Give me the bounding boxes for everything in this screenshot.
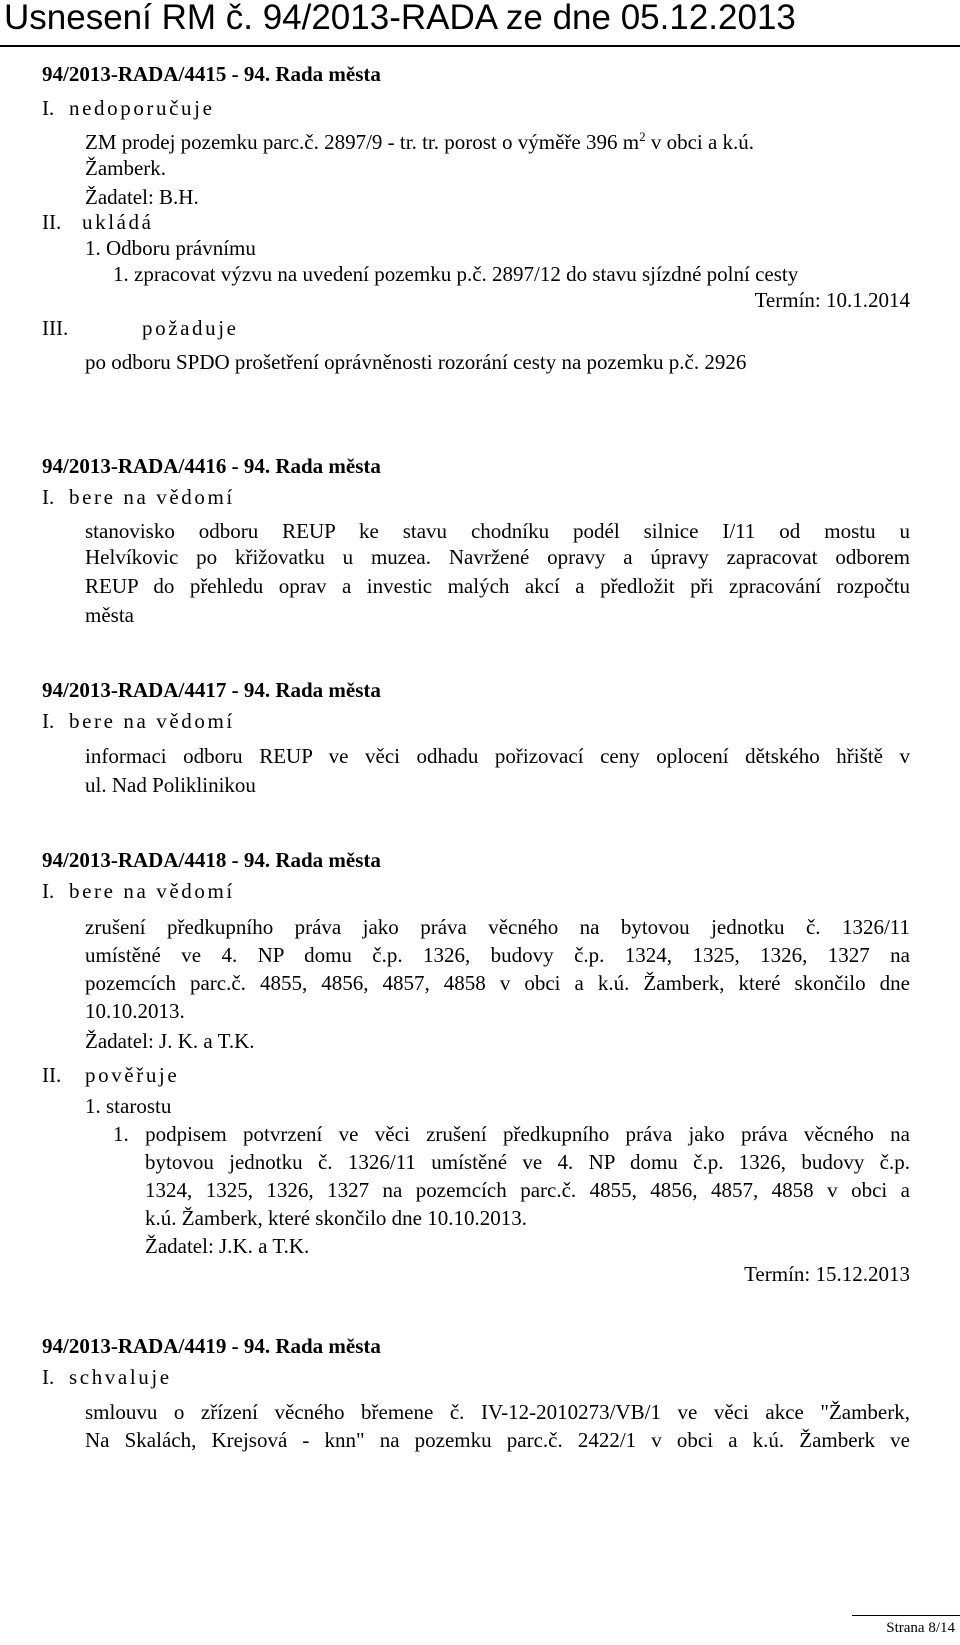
resolution-heading-4417: 94/2013-RADA/4417 - 94. Rada města xyxy=(42,678,381,702)
clause-verb: schvaluje xyxy=(69,1365,172,1389)
clause-text: po odboru SPDO prošetření oprávněnosti rozorání cesty na pozemku p.č. 2926 xyxy=(85,350,747,374)
task: 1324, 1325, 1326, 1327 na pozemcích parc.č. 4855, 4856, 4857, 4858 v obci a xyxy=(145,1178,910,1202)
assignee: 1. starostu xyxy=(85,1094,172,1118)
resolution-heading-4418: 94/2013-RADA/4418 - 94. Rada města xyxy=(42,848,381,872)
clause-text: Helvíkovic po křižovatku u muzea. Navržené opravy a úpravy zapracovat odborem xyxy=(85,545,910,569)
clause-text: zrušení předkupního práva jako práva věcného na bytovou jednotku č. 1326/11 xyxy=(85,915,910,939)
clause-text: informaci odboru REUP ve věci odhadu pořizovací ceny oplocení dětského hřiště v xyxy=(85,744,910,768)
applicant: Žadatel: J. K. a T.K. xyxy=(85,1029,255,1053)
clause-verb: nedoporučuje xyxy=(69,96,215,120)
task: bytovou jednotku č. 1326/11 umístěné ve 4. NP domu č.p. 1326, budovy č.p. xyxy=(145,1150,910,1174)
deadline: Termín: 15.12.2013 xyxy=(744,1262,910,1286)
clause-number: II. xyxy=(42,210,62,234)
applicant: Žadatel: J.K. a T.K. xyxy=(145,1234,310,1258)
resolution-heading-4416: 94/2013-RADA/4416 - 94. Rada města xyxy=(42,454,381,478)
footer-divider xyxy=(852,1615,960,1616)
clause-verb: požaduje xyxy=(142,316,239,340)
clause-text: REUP do přehledu oprav a investic malých akcí a předložit při zpracování rozpočtu xyxy=(85,574,910,598)
clause-text: Žamberk. xyxy=(85,156,167,180)
header-divider xyxy=(0,45,960,47)
page-title: Usnesení RM č. 94/2013-RADA ze dne 05.12.2013 xyxy=(4,0,796,37)
clause-number: I. xyxy=(42,879,55,903)
clause-number: I. xyxy=(42,96,55,120)
clause-text: umístěné ve 4. NP domu č.p. 1326, budovy č.p. 1324, 1325, 1326, 1327 na xyxy=(85,943,910,967)
clause-number: I. xyxy=(42,1365,55,1389)
applicant: Žadatel: B.H. xyxy=(85,185,199,209)
clause-text: 10.10.2013. xyxy=(85,999,185,1023)
deadline: Termín: 10.1.2014 xyxy=(754,288,910,312)
clause-text: smlouvu o zřízení věcného břemene č. IV-12-2010273/VB/1 ve věci akce "Žamberk, xyxy=(85,1400,910,1424)
task: 1. podpisem potvrzení ve věci zrušení předkupního práva jako práva věcného na xyxy=(113,1122,910,1146)
clause-verb: bere na vědomí xyxy=(69,485,235,509)
clause-verb: bere na vědomí xyxy=(69,709,235,733)
task: k.ú. Žamberk, které skončilo dne 10.10.2013. xyxy=(145,1206,527,1230)
clause-verb: ukládá xyxy=(82,210,154,234)
clause-text: ul. Nad Poliklinikou xyxy=(85,773,256,797)
clause-verb: bere na vědomí xyxy=(69,879,235,903)
clause-verb: pověřuje xyxy=(85,1063,180,1087)
clause-text: pozemcích parc.č. 4855, 4856, 4857, 4858 v obci a k.ú. Žamberk, které skončilo dne xyxy=(85,971,910,995)
clause-number: I. xyxy=(42,485,55,509)
clause-number: III. xyxy=(42,316,69,340)
department: 1. Odboru právnímu xyxy=(85,236,256,260)
page-number: Strana 8/14 xyxy=(886,1620,955,1636)
resolution-heading-4415: 94/2013-RADA/4415 - 94. Rada města xyxy=(42,62,381,86)
clause-number: I. xyxy=(42,709,55,733)
clause-number: II. xyxy=(42,1063,62,1087)
task: 1. zpracovat výzvu na uvedení pozemku p.č. 2897/12 do stavu sjízdné polní cesty xyxy=(113,262,799,286)
clause-text: stanovisko odboru REUP ke stavu chodníku podél silnice I/11 od mostu u xyxy=(85,519,910,543)
resolution-heading-4419: 94/2013-RADA/4419 - 94. Rada města xyxy=(42,1334,381,1358)
clause-text: města xyxy=(85,603,134,627)
clause-text: ZM prodej pozemku parc.č. 2897/9 - tr. tr. porost o výměře 396 $m^2$ v obci a k.ú. xyxy=(85,129,755,154)
clause-text: Na Skalách, Krejsová - knn" na pozemku parc.č. 2422/1 v obci a k.ú. Žamberk ve xyxy=(85,1428,910,1452)
